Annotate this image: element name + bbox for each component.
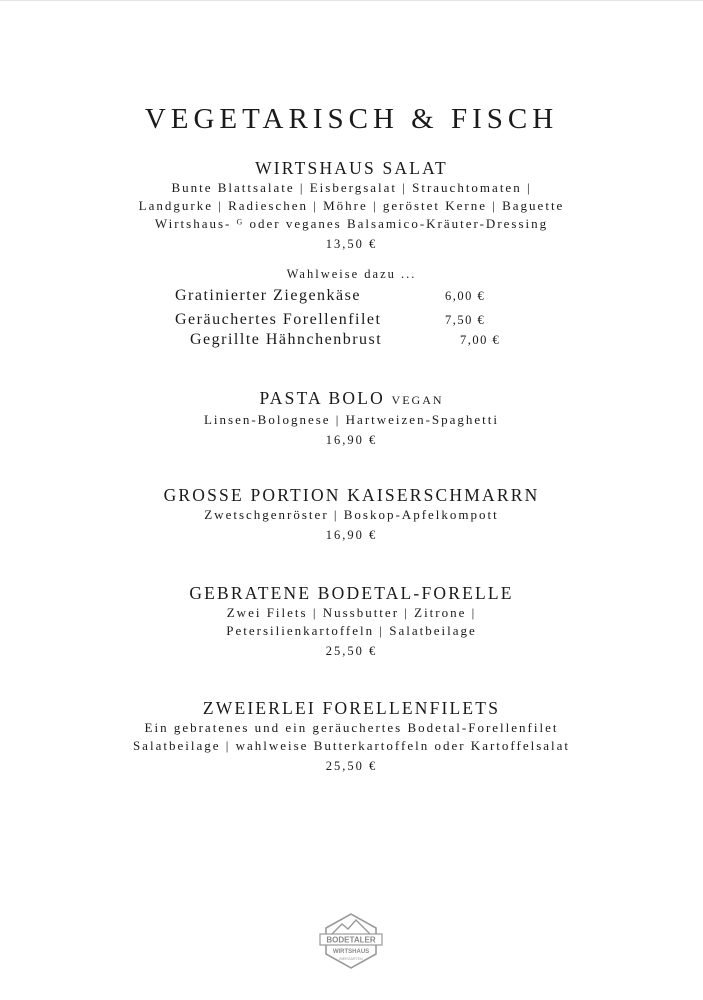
dish-price: 25,50 € bbox=[325, 759, 378, 773]
mountain-badge-icon bbox=[318, 910, 384, 972]
menu-item-zweierlei-forellenfilets bbox=[0, 697, 703, 775]
dish-description-line: Ein gebratenes und ein geräuchertes Bodetal-Forellenfilet bbox=[144, 720, 559, 735]
dish-description-line: Zwei Filets | Nussbutter | Zitrone | bbox=[226, 605, 477, 620]
dish-name: ZWEIERLEI FORELLENFILETS bbox=[202, 698, 501, 718]
addon-price: 7,50 € bbox=[445, 313, 486, 327]
dish-description-line: Salatbeilage | wahlweise Butterkartoffeln oder Kartoffelsalat bbox=[132, 738, 571, 753]
dish-description-line: Zwetschgenröster | Boskop-Apfelkompott bbox=[204, 507, 499, 522]
dish-name: GROSSE PORTION KAISERSCHMARRN bbox=[163, 485, 540, 505]
menu-item-kaiserschmarrn bbox=[0, 484, 703, 544]
dish-name-row bbox=[0, 387, 703, 411]
addon-row bbox=[175, 311, 505, 333]
logo-subtitle: WIRTSHAUS bbox=[332, 949, 370, 955]
dish-price: 16,90 € bbox=[325, 528, 378, 542]
page-top-border bbox=[0, 0, 703, 1]
vegan-tag: VEGAN bbox=[391, 393, 444, 407]
addon-row bbox=[190, 331, 520, 353]
dish-description-line: Bunte Blattsalate | Eisbergsalat | Strauchtomaten | bbox=[171, 180, 532, 195]
page-title: VEGETARISCH & FISCH bbox=[144, 103, 559, 136]
dish-description-line: Petersilienkartoffeln | Salatbeilage bbox=[226, 623, 477, 638]
menu-item-bodetal-forelle bbox=[0, 582, 703, 660]
addon-name: Gratinierter Ziegenkäse bbox=[175, 287, 361, 304]
addons-heading: Wahlweise dazu ... bbox=[286, 267, 417, 281]
logo-name: BODETALER bbox=[326, 935, 376, 945]
dish-price: 25,50 € bbox=[325, 644, 378, 658]
dish-description-line: Linsen-Bolognese | Hartweizen-Spaghetti bbox=[203, 412, 500, 427]
addon-name: Geräuchertes Forellenfilet bbox=[175, 311, 382, 328]
addon-price: 6,00 € bbox=[445, 289, 486, 303]
menu-item-wirtshaus-salat bbox=[0, 157, 703, 253]
dish-name: WIRTSHAUS SALAT bbox=[255, 158, 448, 178]
logo-subtitle-small: BIERGARTEN bbox=[339, 957, 363, 961]
menu-item-pasta-bolo bbox=[0, 387, 703, 449]
addon-row bbox=[175, 287, 505, 309]
addon-price: 7,00 € bbox=[460, 333, 501, 347]
dish-description-line: Landgurke | Radieschen | Möhre | geröstet Kerne | Baguette bbox=[138, 198, 565, 213]
dish-name: GEBRATENE BODETAL-FORELLE bbox=[189, 583, 514, 603]
dish-price: 16,90 € bbox=[325, 433, 378, 447]
addon-name: Gegrillte Hähnchenbrust bbox=[190, 331, 383, 348]
dish-name: PASTA BOLO bbox=[259, 388, 385, 408]
dish-description-line: Wirtshaus- ᴳ oder veganes Balsamico-Kräuter-Dressing bbox=[154, 216, 549, 231]
dish-price: 13,50 € bbox=[325, 237, 378, 251]
